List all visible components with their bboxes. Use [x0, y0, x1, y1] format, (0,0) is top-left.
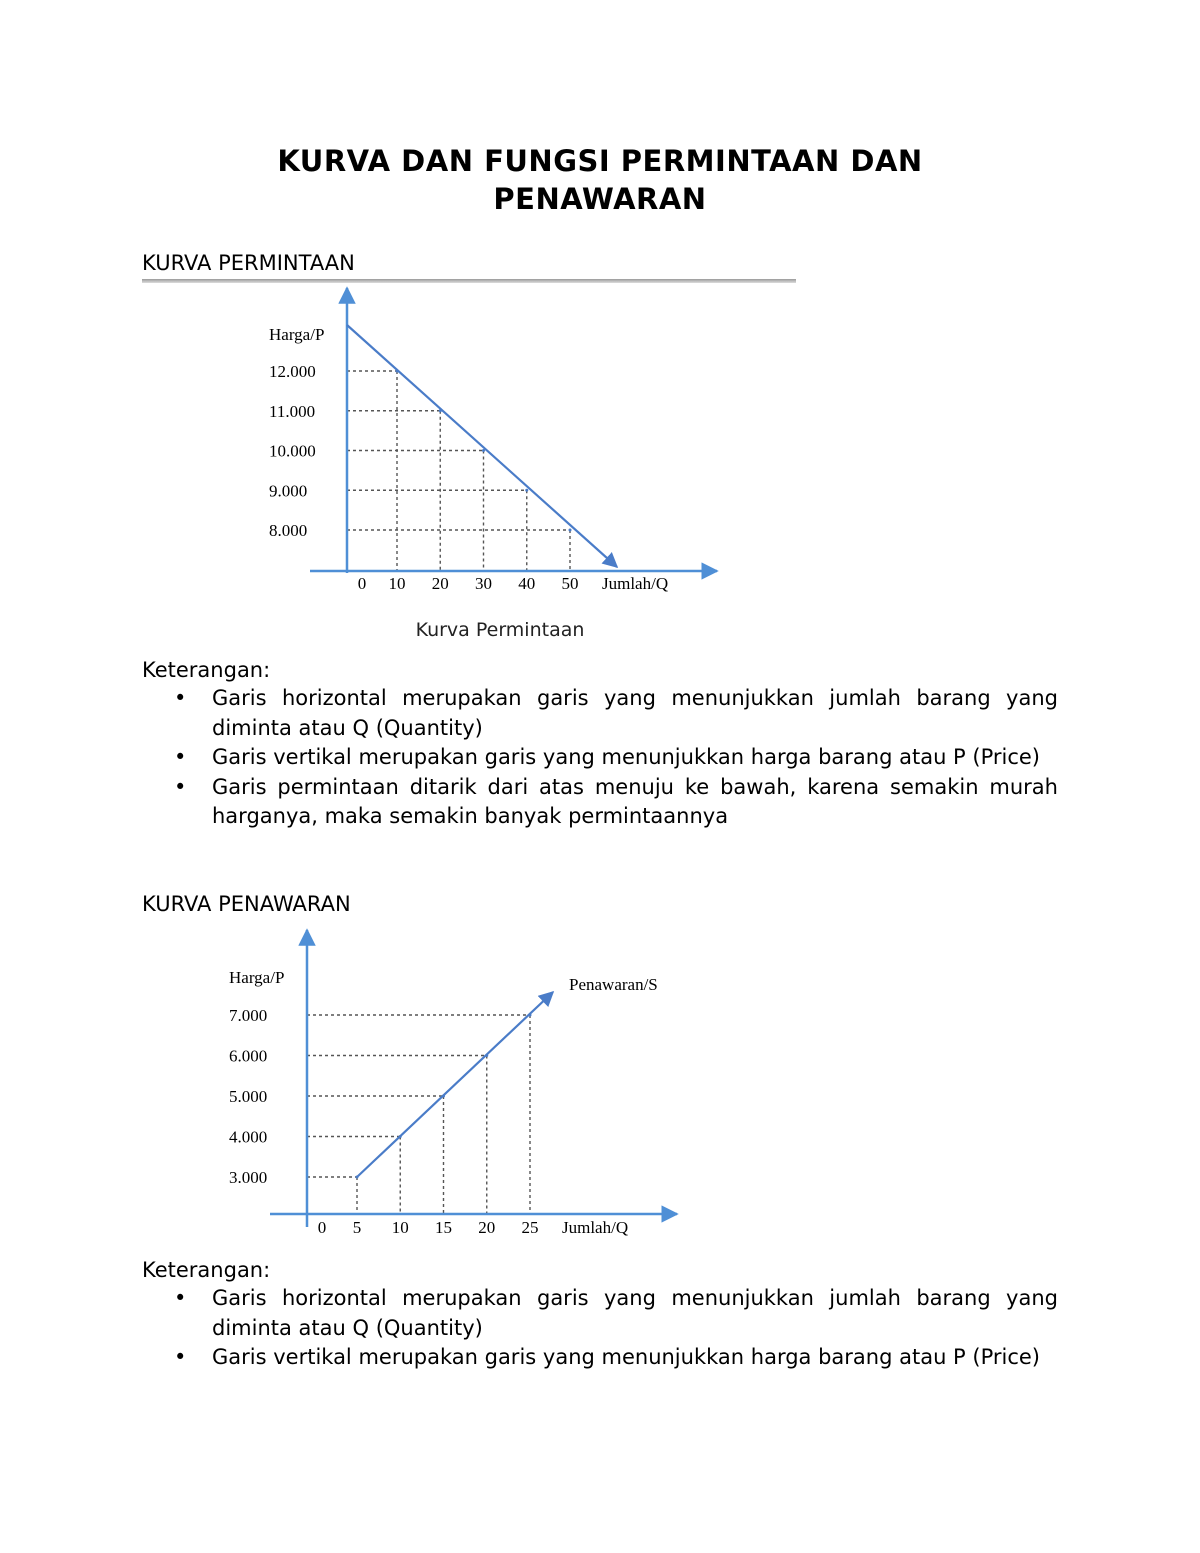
supply-ytick-labels — [229, 1006, 267, 1187]
series-line — [357, 992, 553, 1177]
bullet-icon: • — [174, 745, 187, 769]
y-tick-label: 6.000 — [229, 1046, 268, 1066]
list-item: • Garis horizontal merupakan garis yang menunjukkan jumlah barang yang diminta atau Q (Quantity) — [174, 686, 1058, 740]
demand-chart-title: Kurva Permintaan — [415, 619, 585, 641]
data-point — [525, 489, 528, 492]
demand-x-label: Jumlah/Q — [602, 574, 669, 593]
list-item: • Garis horizontal merupakan garis yang menunjukkan jumlah barang yang diminta atau Q (Quantity) — [174, 1286, 1058, 1340]
series-line — [347, 325, 617, 567]
bullet-icon: • — [174, 774, 187, 799]
y-tick-label: 8.000 — [269, 521, 308, 540]
data-point — [399, 1135, 402, 1138]
bullet-icon: • — [174, 1286, 187, 1310]
demand-heading: KURVA PERMINTAAN — [142, 251, 355, 275]
x-tick-label: 40 — [518, 574, 536, 593]
x-tick-label: 15 — [435, 1218, 452, 1237]
demand-curve — [347, 325, 617, 567]
data-point — [569, 529, 572, 532]
y-tick-label: 7.000 — [229, 1006, 268, 1025]
demand-y-label: Harga/P — [269, 325, 325, 344]
y-tick-label: 12.000 — [269, 362, 316, 381]
supply-x-label: Jumlah/Q — [562, 1218, 629, 1237]
list-item: • Garis vertikal merupakan garis yang menunjukkan harga barang atau P (Price) — [142, 743, 1058, 773]
bullet-icon: • — [174, 1345, 187, 1369]
data-point — [485, 1054, 488, 1057]
supply-xtick-labels — [318, 1218, 539, 1237]
y-tick-label: 10.000 — [269, 441, 316, 461]
x-tick-label: 0 — [317, 1218, 327, 1237]
data-point — [439, 409, 442, 412]
x-tick-label: 50 — [561, 574, 579, 593]
y-tick-label: 11.000 — [269, 401, 316, 421]
supply-curve — [356, 992, 554, 1179]
demand-guides — [347, 371, 570, 571]
y-tick-label: 3.000 — [229, 1168, 268, 1187]
demand-xtick-labels — [358, 574, 579, 593]
data-point — [482, 449, 485, 452]
x-tick-label: 0 — [357, 574, 367, 593]
y-tick-label: 9.000 — [269, 481, 308, 501]
supply-y-label: Harga/P — [229, 968, 285, 987]
data-point — [529, 1014, 532, 1017]
demand-notes — [142, 684, 1058, 832]
demand-chart — [240, 280, 740, 650]
list-item: • Garis vertikal merupakan garis yang menunjukkan harga barang atau P (Price) — [142, 1343, 1058, 1373]
supply-chart — [200, 922, 700, 1252]
data-point — [396, 370, 399, 373]
x-tick-label: 20 — [431, 574, 449, 593]
demand-keterangan: Keterangan: — [142, 658, 271, 682]
data-point — [356, 1176, 359, 1179]
data-point — [442, 1095, 445, 1098]
x-tick-label: 10 — [388, 574, 406, 593]
x-tick-label: 5 — [352, 1218, 362, 1237]
title-line-1: KURVA DAN FUNGSI PERMINTAAN DAN — [277, 144, 923, 178]
document-title — [0, 142, 1200, 218]
bullet-icon: • — [174, 686, 187, 710]
x-tick-label: 10 — [391, 1218, 409, 1237]
supply-series-label: Penawaran/S — [569, 975, 658, 994]
title-line-2: PENAWARAN — [493, 182, 707, 216]
supply-heading: KURVA PENAWARAN — [142, 892, 351, 916]
demand-ytick-labels — [269, 362, 316, 540]
x-tick-label: 20 — [478, 1218, 496, 1237]
y-tick-label: 4.000 — [229, 1127, 268, 1147]
supply-keterangan: Keterangan: — [142, 1258, 271, 1282]
list-item: • Garis permintaan ditarik dari atas menuju ke bawah, karena semakin murah harganya, maka semakin banyak permintaannya — [174, 774, 1058, 828]
supply-notes — [142, 1284, 1058, 1373]
y-tick-label: 5.000 — [229, 1087, 268, 1106]
x-tick-label: 25 — [521, 1218, 539, 1237]
x-tick-label: 30 — [475, 574, 492, 593]
